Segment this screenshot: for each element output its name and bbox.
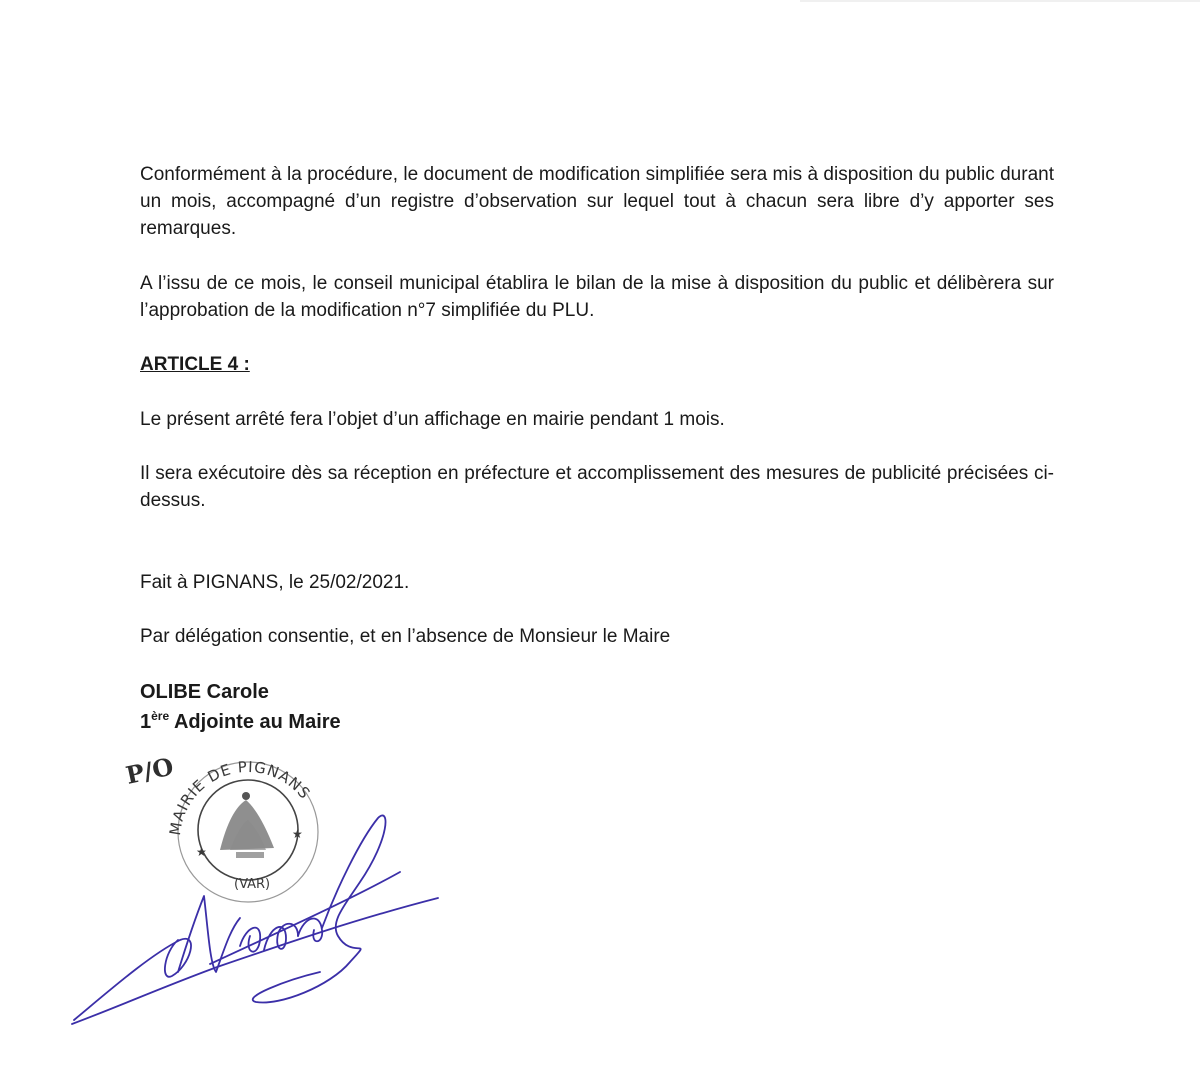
paragraph-procedure: Conformément à la procédure, le document de modification simplifiée sera mis à disposition du public durant un mois, accompagné d’un registre d’observation sur lequel tout à chacun sera libre d’y apporter ses remarques.: [140, 164, 1054, 239]
title-rest: Adjointe au Maire: [169, 711, 341, 733]
place-date: Fait à PIGNANS, le 25/02/2021.: [140, 572, 410, 593]
stamp-star-left-icon: ★: [196, 845, 207, 859]
po-annotation: P/O: [123, 751, 176, 790]
stamp-ring-text: MAIRIE DE PIGNANS: [165, 757, 315, 837]
title-superscript: ère: [151, 709, 170, 723]
title-number: 1: [140, 711, 152, 733]
stamp-and-signature: [60, 740, 460, 1040]
paragraph-affichage: Le présent arrêté fera l’objet d’un affichage en mairie pendant 1 mois.: [140, 409, 725, 430]
paragraph-bilan: A l’issu de ce mois, le conseil municipal établira le bilan de la mise à disposition du public et délibèrera sur l’approbation de la modification n°7 simplifiée du PLU.: [140, 273, 1054, 321]
scan-edge: [800, 0, 1200, 2]
signatory-name: OLIBE Carole: [140, 681, 269, 703]
stamp-emblem-icon: [220, 792, 274, 858]
signatory-title: [140, 707, 341, 737]
paragraph-executoire: Il sera exécutoire dès sa réception en préfecture et accomplissement des mesures de publicité précisées ci-dessus.: [140, 463, 1054, 511]
delegation-line: Par délégation consentie, et en l’absence de Monsieur le Maire: [140, 626, 671, 647]
article-heading: ARTICLE 4 :: [140, 354, 250, 375]
stamp-star-right-icon: ★: [292, 827, 303, 841]
stamp-bottom-text: (VAR): [234, 877, 271, 892]
